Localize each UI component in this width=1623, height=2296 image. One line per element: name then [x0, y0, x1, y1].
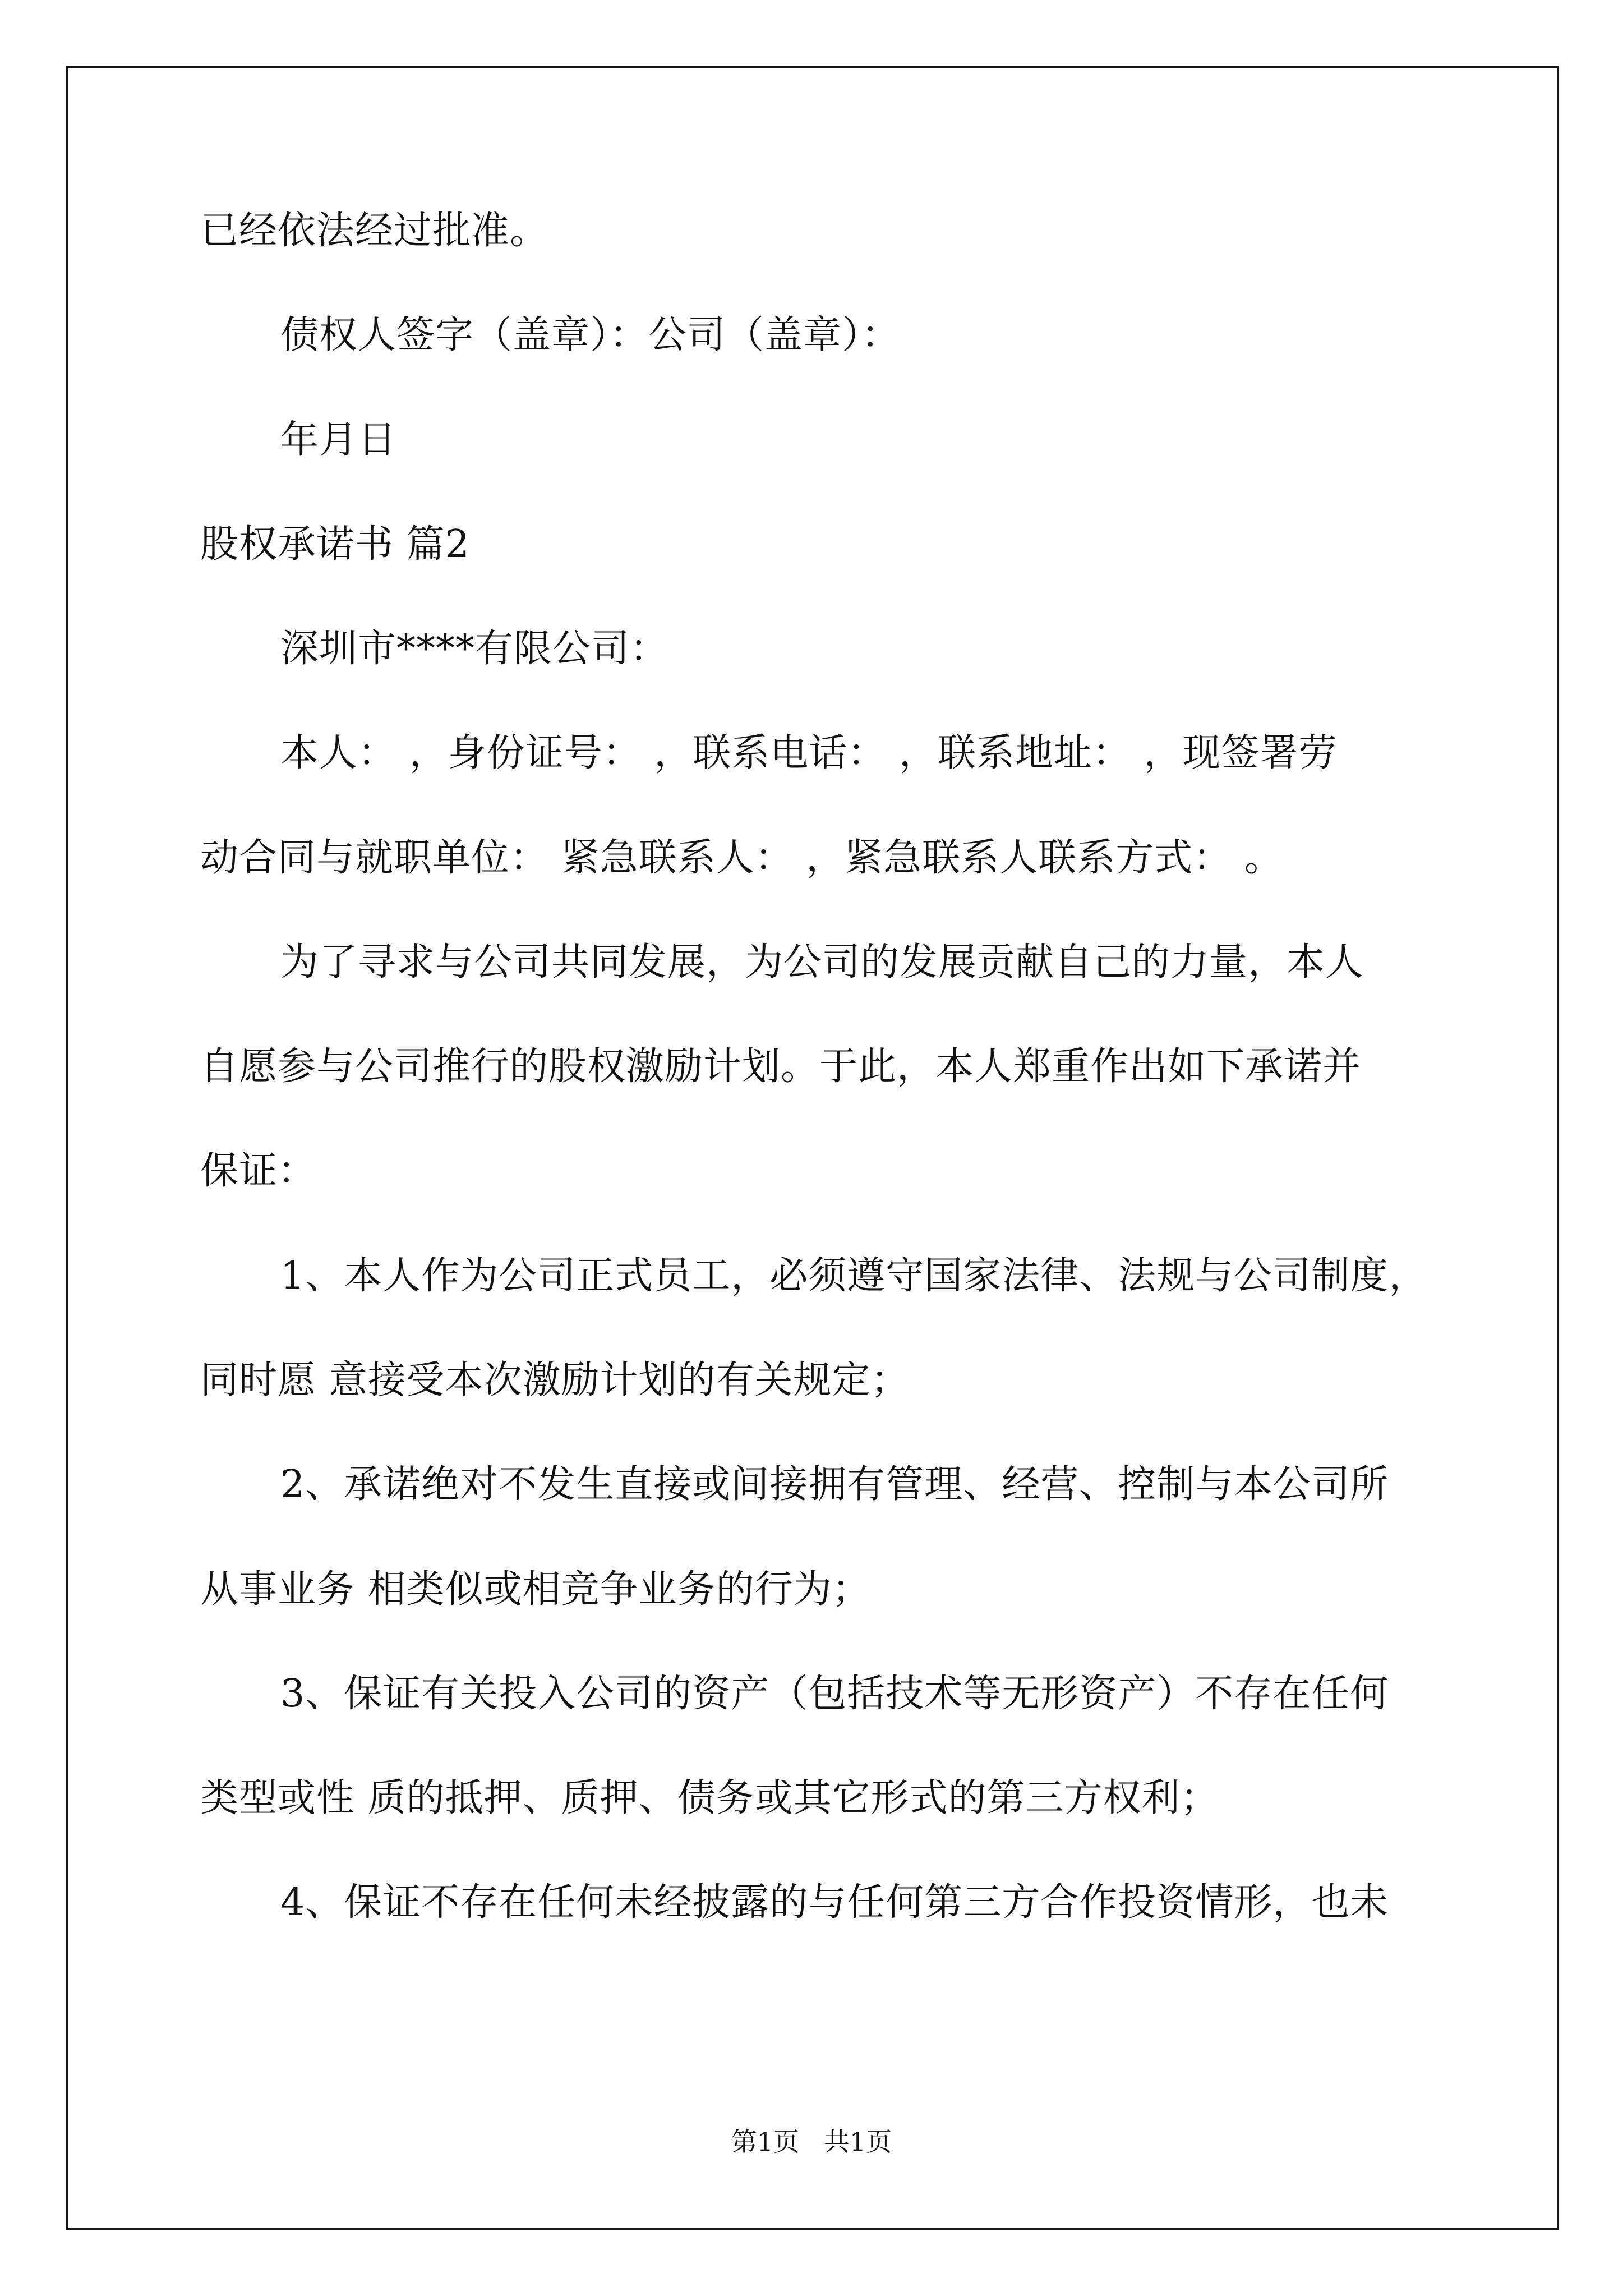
text-line-10: 保证： [200, 1149, 317, 1193]
clause-1-line-2: 同时愿 意接受本次激励计划的有关规定； [200, 1358, 910, 1402]
clause-2-line-2: 从事业务 相类似或相竞争业务的行为； [200, 1567, 871, 1612]
clause-1-line-1: 1、本人作为公司正式员工，必须遵守国家法律、法规与公司制度， [280, 1254, 1428, 1298]
addressee-line: 深圳市****有限公司： [280, 627, 669, 671]
text-line-9: 自愿参与公司推行的股权激励计划。于此，本人郑重作出如下承诺并 [200, 1045, 1362, 1089]
section-heading: 股权承诺书 篇2 [200, 522, 470, 567]
page-number-footer: 第1页 共1页 [731, 2127, 892, 2157]
text-line-2: 债权人签字（盖章）：公司（盖章）： [280, 313, 901, 357]
text-line-7: 动合同与就职单位： 紧急联系人： ，紧急联系人联系方式： 。 [200, 836, 1283, 880]
clause-2-line-1: 2、承诺绝对不发生直接或间接拥有管理、经营、控制与本公司所 [280, 1462, 1389, 1507]
text-line-1: 已经依法经过批准。 [200, 209, 549, 253]
clause-3-line-1: 3、保证有关投入公司的资产（包括技术等无形资产）不存在任何 [280, 1672, 1389, 1716]
text-line-8: 为了寻求与公司共同发展，为公司的发展贡献自己的力量，本人 [280, 940, 1364, 984]
clause-3-line-2: 类型或性 质的抵押、质押、债务或其它形式的第三方权利； [200, 1776, 1219, 1820]
text-line-3: 年月日 [280, 418, 397, 462]
text-line-6: 本人： ，身份证号： ，联系电话： ，联系地址： ，现签署劳 [280, 731, 1338, 775]
clause-4-line-1: 4、保证不存在任何未经披露的与任何第三方合作投资情形，也未 [280, 1880, 1389, 1925]
